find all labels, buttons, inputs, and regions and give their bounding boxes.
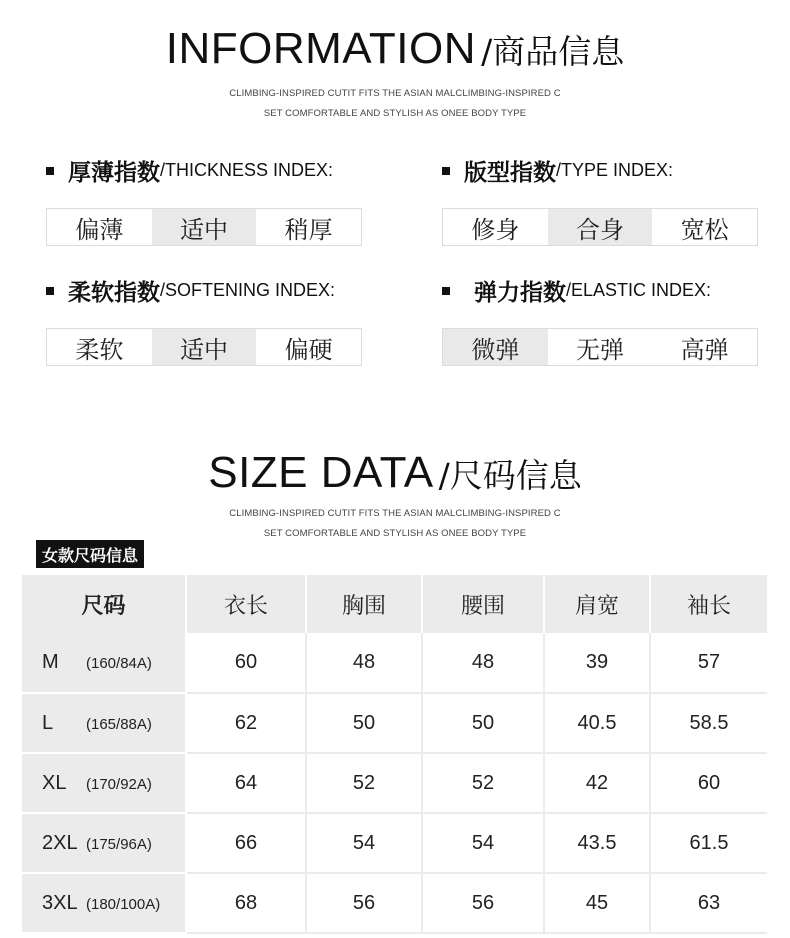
size-cell	[22, 753, 186, 813]
value-waist: 54	[422, 813, 544, 873]
value-shoulder: 43.5	[544, 813, 650, 873]
size-label: L	[42, 711, 54, 734]
size-label: 2XL	[42, 831, 78, 854]
value-bust: 48	[306, 633, 422, 693]
size-table	[22, 575, 767, 934]
size-spec: (160/84A)	[86, 655, 152, 672]
value-sleeve: 60	[650, 753, 767, 813]
softening-index-label-en: /SOFTENING INDEX:	[160, 280, 336, 300]
thickness-index-label-cn: 厚薄指数	[68, 160, 160, 186]
value-bust: 52	[306, 753, 422, 813]
softening-option-hard: 偏硬	[284, 335, 333, 364]
table-row	[22, 693, 767, 753]
type-option-regular: 合身	[548, 209, 653, 245]
size-spec: (175/96A)	[86, 835, 152, 853]
type-option-slim: 修身	[471, 215, 520, 244]
value-length: 68	[186, 873, 306, 933]
info-subtitle-2: SET COMFORTABLE AND STYLISH AS ONEE BODY TYPE	[263, 108, 527, 119]
value-length: 60	[186, 633, 306, 693]
womens-size-tag: 女款尺码信息	[36, 540, 144, 568]
bullet-square-icon	[46, 287, 54, 295]
bullet-square-icon	[442, 167, 450, 175]
elastic-option-slight: 微弹	[443, 329, 548, 365]
thickness-index-scale	[46, 208, 362, 246]
type-index-title	[442, 154, 673, 187]
value-shoulder: 45	[544, 873, 650, 933]
elastic-index-label-en: /ELASTIC INDEX:	[566, 280, 712, 300]
value-bust: 50	[306, 693, 422, 753]
bullet-square-icon	[442, 287, 450, 295]
softening-index-label-cn: 柔软指数	[68, 280, 160, 306]
type-index-label-en: /TYPE INDEX:	[556, 160, 674, 180]
thickness-option-thick: 稍厚	[284, 215, 333, 244]
size-cell	[22, 693, 186, 753]
header-size: 尺码	[22, 575, 186, 633]
bullet-square-icon	[46, 167, 54, 175]
size-cell	[22, 813, 186, 873]
header-sleeve: 袖长	[650, 575, 767, 633]
value-length: 62	[186, 693, 306, 753]
thickness-option-medium: 适中	[152, 209, 257, 245]
header-shoulder: 肩宽	[544, 575, 650, 633]
size-title-cn: /尺码信息	[438, 456, 582, 495]
value-length: 64	[186, 753, 306, 813]
elastic-index-scale	[442, 328, 758, 366]
value-sleeve: 57	[650, 633, 767, 693]
size-label: XL	[42, 771, 67, 794]
size-cell	[22, 633, 186, 693]
table-row	[22, 873, 767, 933]
size-spec: (165/88A)	[86, 715, 152, 733]
elastic-index-title	[442, 274, 711, 307]
value-bust: 56	[306, 873, 422, 933]
value-sleeve: 61.5	[650, 813, 767, 873]
type-option-loose: 宽松	[680, 215, 729, 244]
size-subtitle-2: SET COMFORTABLE AND STYLISH AS ONEE BODY TYPE	[263, 528, 527, 539]
size-spec: (170/92A)	[86, 775, 152, 793]
table-row	[22, 753, 767, 813]
softening-option-soft: 柔软	[75, 335, 124, 364]
type-index-scale	[442, 208, 758, 246]
value-sleeve: 63	[650, 873, 767, 933]
thickness-index-title	[46, 154, 333, 187]
header-bust: 胸围	[306, 575, 422, 633]
size-title	[0, 448, 790, 498]
header-waist: 腰围	[422, 575, 544, 633]
elastic-option-high: 高弹	[680, 335, 729, 364]
value-shoulder: 39	[544, 633, 650, 693]
thickness-index-label-en: /THICKNESS INDEX:	[160, 160, 334, 180]
size-cell	[22, 873, 186, 933]
info-title-en: INFORMATION	[165, 24, 476, 73]
value-waist: 52	[422, 753, 544, 813]
type-index-label-cn: 版型指数	[464, 160, 556, 186]
elastic-option-none: 无弹	[576, 335, 624, 364]
value-waist: 50	[422, 693, 544, 753]
size-spec: (180/100A)	[86, 895, 161, 913]
softening-index-title	[46, 274, 335, 307]
table-row	[22, 813, 767, 873]
elastic-index-label-cn: 弹力指数	[474, 280, 566, 306]
value-sleeve: 58.5	[650, 693, 767, 753]
value-shoulder: 40.5	[544, 693, 650, 753]
size-subtitle-1: CLIMBING-INSPIRED CUTIT FITS THE ASIAN MALCLIMBING-INSPIRED C	[229, 508, 561, 519]
softening-index-scale	[46, 328, 362, 366]
info-title-cn: /商品信息	[481, 32, 625, 71]
softening-option-medium: 适中	[152, 329, 257, 365]
size-title-en: SIZE DATA	[208, 448, 434, 497]
table-row	[22, 633, 767, 693]
value-shoulder: 42	[544, 753, 650, 813]
value-length: 66	[186, 813, 306, 873]
info-subtitle-1: CLIMBING-INSPIRED CUTIT FITS THE ASIAN MALCLIMBING-INSPIRED C	[229, 88, 561, 99]
value-waist: 48	[422, 633, 544, 693]
value-bust: 54	[306, 813, 422, 873]
info-title	[0, 24, 790, 74]
header-length: 衣长	[186, 575, 306, 633]
thickness-option-thin: 偏薄	[75, 215, 124, 244]
size-label: M	[42, 651, 59, 673]
size-label: 3XL	[42, 891, 78, 914]
size-table-header-row	[22, 575, 767, 633]
value-waist: 56	[422, 873, 544, 933]
